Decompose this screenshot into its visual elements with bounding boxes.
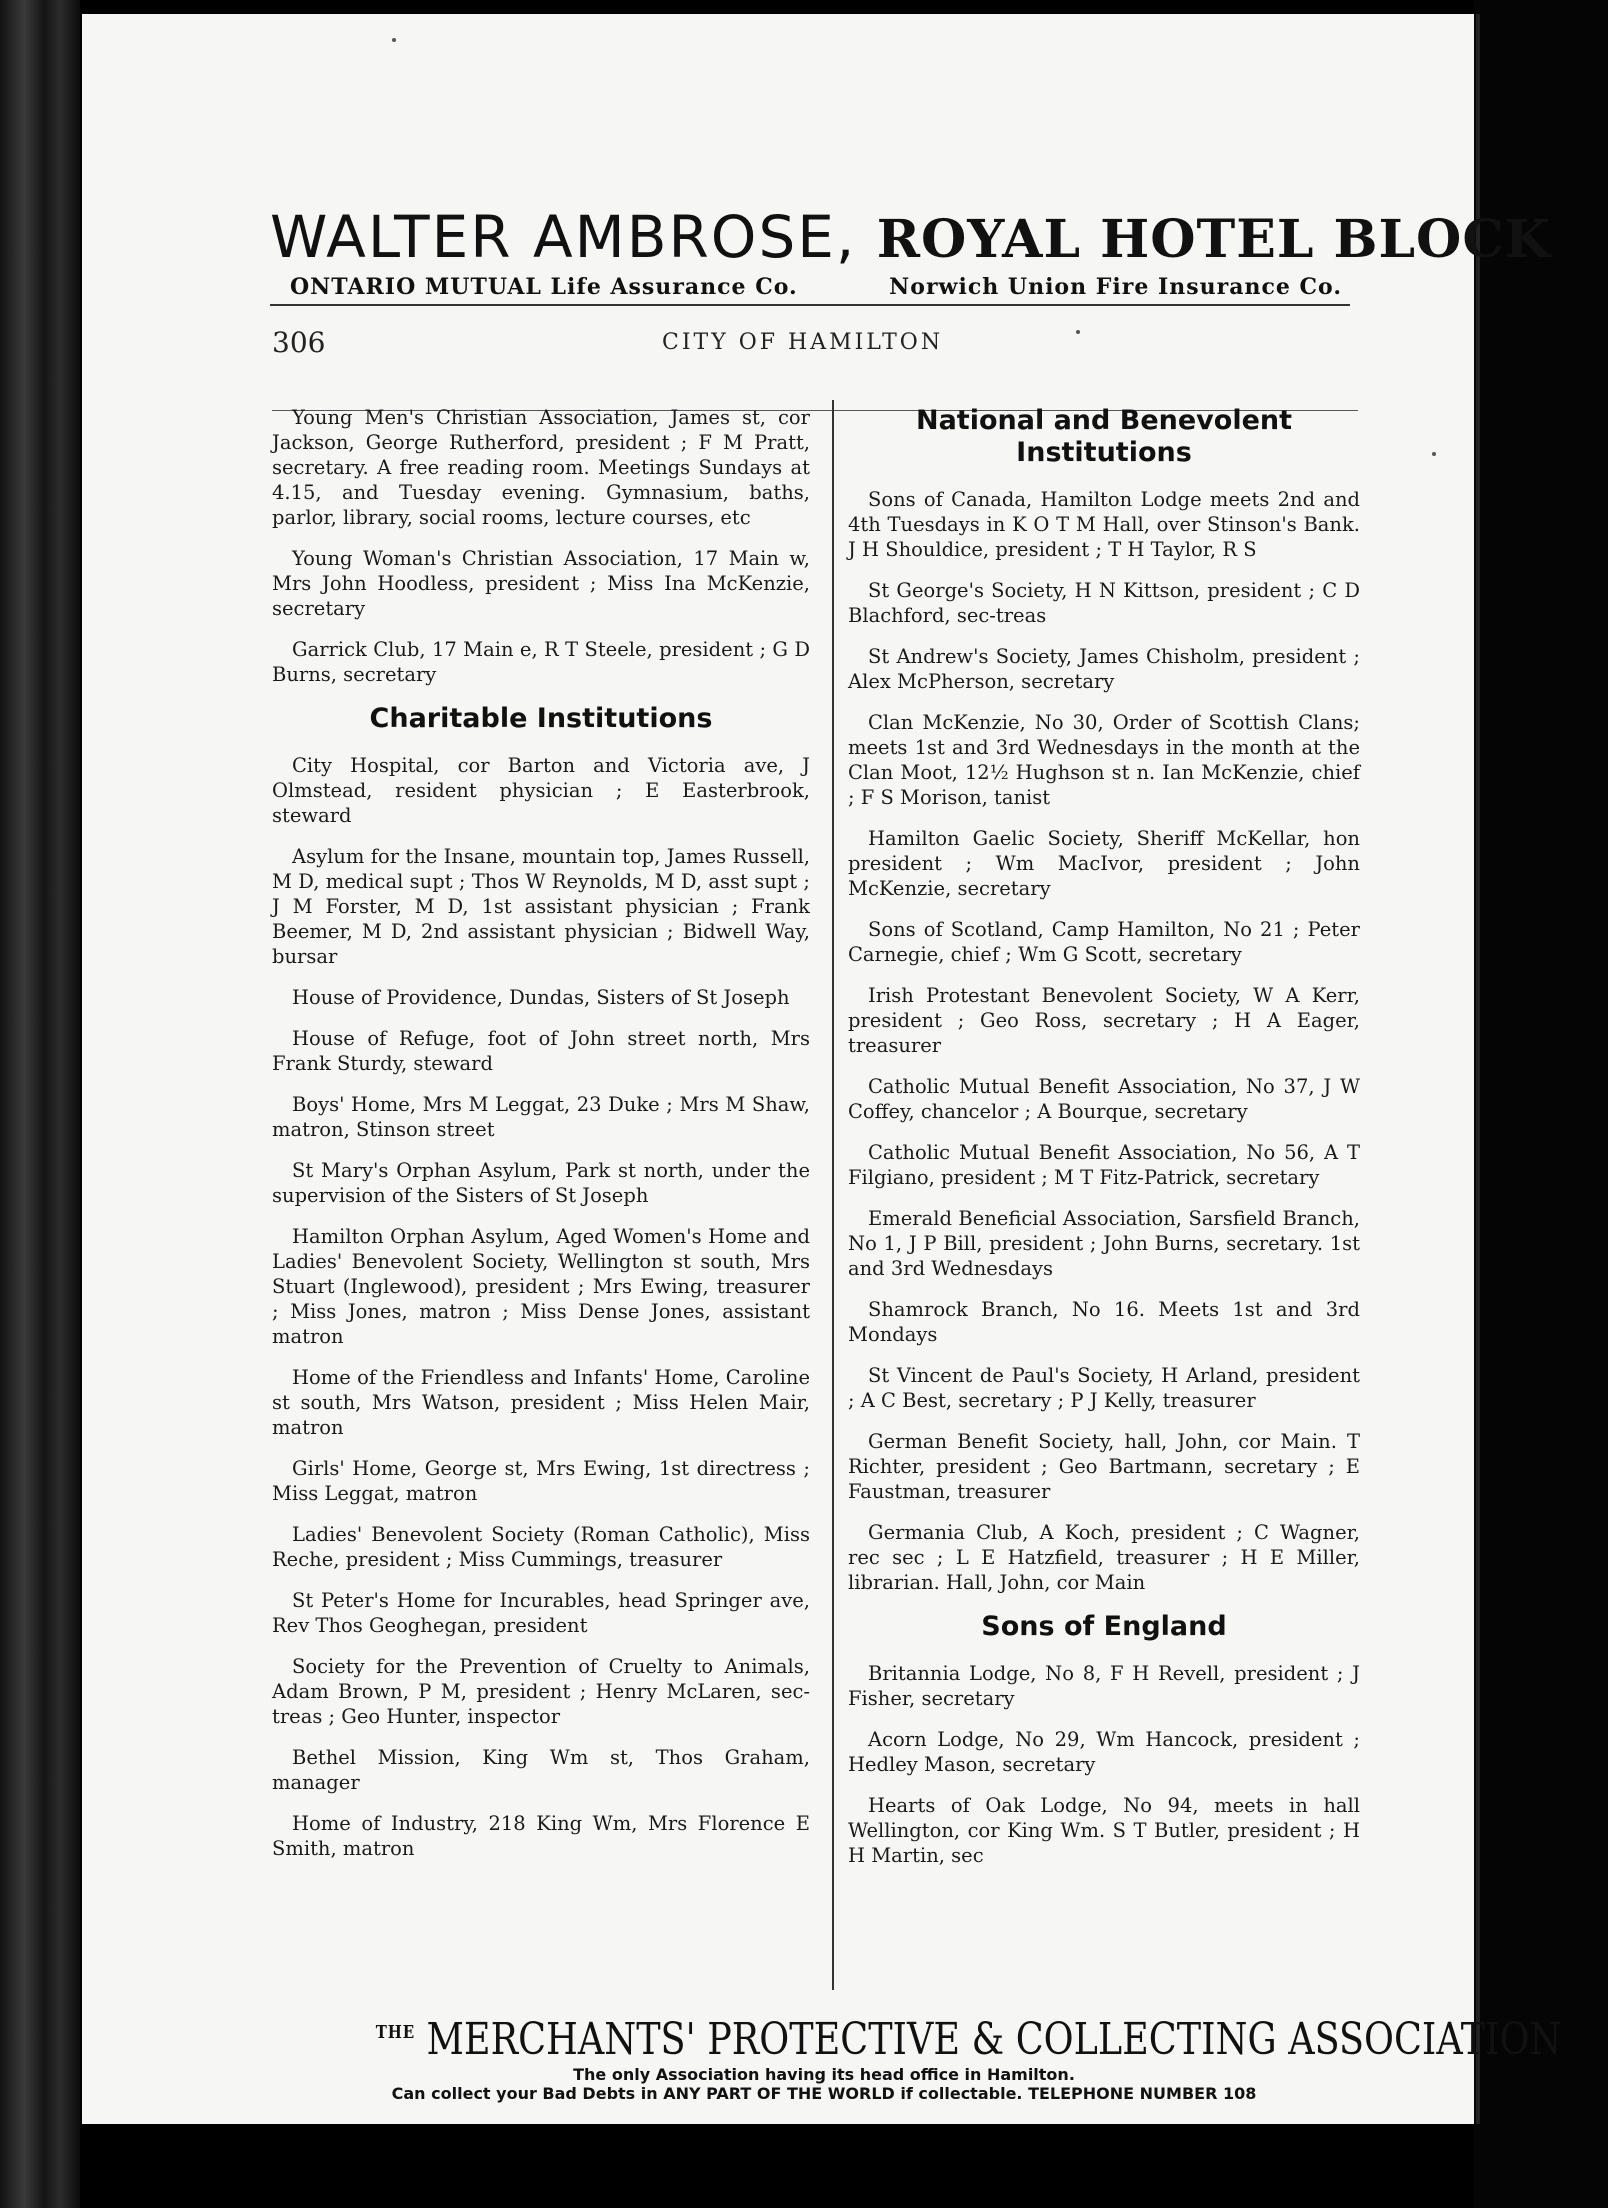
list-item: St Andrew's Society, James Chisholm, president ; Alex McPherson, secretary (848, 645, 1360, 693)
list-item: Catholic Mutual Benefit Association, No 37, J W Coffey, chancelor ; A Bourque, secretary (848, 1075, 1360, 1123)
list-item: Girls' Home, George st, Mrs Ewing, 1st directress ; Miss Leggat, matron (272, 1457, 810, 1505)
insurer-left: ONTARIO MUTUAL Life Assurance Co. (290, 274, 798, 300)
list-item: Home of the Friendless and Infants' Home, Caroline st south, Mrs Watson, president ; Miss Helen Mair, matron (272, 1366, 810, 1439)
advert-rule (270, 304, 1350, 306)
list-item: Sons of Scotland, Camp Hamilton, No 21 ; Peter Carnegie, chief ; Wm G Scott, secretary (848, 918, 1360, 966)
list-item: Young Men's Christian Association, James st, cor Jackson, George Rutherford, president ; F M Pratt, secretary. A free reading room. Meetings Sundays at 4.15, and Tuesday evening. Gymnasium, baths, parlor, library, social rooms, lecture courses, etc (272, 406, 810, 529)
list-item: Emerald Beneficial Association, Sarsfield Branch, No 1, J P Bill, president ; John Burns, secretary. 1st and 3rd Wednesdays (848, 1207, 1360, 1280)
list-item: Sons of Canada, Hamilton Lodge meets 2nd and 4th Tuesdays in K O T M Hall, over Stinson's Bank. J H Shouldice, president ; T H Taylor, R S (848, 488, 1360, 561)
advert-the: THE (375, 2022, 415, 2043)
list-item: Catholic Mutual Benefit Association, No 56, A T Filgiano, president ; M T Fitz-Patrick, secretary (848, 1141, 1360, 1189)
list-item: St Peter's Home for Incurables, head Springer ave, Rev Thos Geoghegan, president (272, 1589, 810, 1637)
list-item: Acorn Lodge, No 29, Wm Hancock, president ; Hedley Mason, secretary (848, 1728, 1360, 1776)
right-column (848, 405, 1360, 1884)
ink-speck (1432, 452, 1436, 456)
scan-margin-right (1474, 0, 1608, 2208)
list-item: St Vincent de Paul's Society, H Arland, president ; A C Best, secretary ; P J Kelly, treasurer (848, 1364, 1360, 1412)
advert-location: ROYAL HOTEL BLOCK (876, 209, 1551, 270)
advert-tagline: The only Association having its head office in Hamilton. (573, 2065, 1075, 2084)
list-item: Garrick Club, 17 Main e, R T Steele, president ; G D Burns, secretary (272, 638, 810, 686)
list-item: St Mary's Orphan Asylum, Park st north, under the supervision of the Sisters of St Joseph (272, 1159, 810, 1207)
list-item: Society for the Prevention of Cruelty to Animals, Adam Brown, P M, president ; Henry McLaren, sec-treas ; Geo Hunter, inspector (272, 1655, 810, 1728)
list-item: House of Providence, Dundas, Sisters of St Joseph (292, 986, 790, 1009)
list-item: Hearts of Oak Lodge, No 94, meets in hall Wellington, cor King Wm. S T Butler, president ; H H Martin, sec (848, 1794, 1360, 1867)
list-item: Boys' Home, Mrs M Leggat, 23 Duke ; Mrs M Shaw, matron, Stinson street (272, 1093, 810, 1141)
list-item: Germania Club, A Koch, president ; C Wagner, rec sec ; L E Hatzfield, treasurer ; H E Miller, librarian. Hall, John, cor Main (848, 1521, 1360, 1594)
list-item: Hamilton Orphan Asylum, Aged Women's Home and Ladies' Benevolent Society, Wellington st south, Mrs Stuart (Inglewood), president ; Mrs Ewing, treasurer ; Miss Jones, matron ; Miss Dense Jones, assistant matron (272, 1225, 810, 1348)
list-item: Clan McKenzie, No 30, Order of Scottish Clans; meets 1st and 3rd Wednesdays in the month at the Clan Moot, 12½ Hughson st n. Ian McKenzie, chief ; F S Morison, tanist (848, 711, 1360, 809)
list-item: City Hospital, cor Barton and Victoria ave, J Olmstead, resident physician ; E Easterbrook, steward (272, 754, 810, 827)
left-column (272, 405, 810, 1877)
running-head (272, 322, 1352, 366)
advert-bottom (284, 2008, 1562, 2103)
advert-bottom-headline (375, 2008, 1562, 2065)
ink-speck (392, 38, 396, 42)
list-item: House of Refuge, foot of John street north, Mrs Frank Sturdy, steward (272, 1027, 810, 1075)
list-item: Irish Protestant Benevolent Society, W A Kerr, president ; Geo Ross, secretary ; H A Eager, treasurer (848, 984, 1360, 1057)
section-heading-charitable: Charitable Institutions (369, 703, 713, 734)
list-item: German Benefit Society, hall, John, cor Main. T Richter, president ; Geo Bartmann, secretary ; E Faustman, treasurer (848, 1430, 1360, 1503)
list-item: Britannia Lodge, No 8, F H Revell, president ; J Fisher, secretary (848, 1662, 1360, 1710)
advert-name: WALTER AMBROSE, (270, 203, 857, 271)
column-divider (832, 400, 834, 1990)
advert-association-name: MERCHANTS' PROTECTIVE & COLLECTING ASSOCIATION (426, 2014, 1562, 2065)
advert-top-insurers (270, 274, 1350, 300)
page-edge-line (1476, 14, 1480, 2124)
section-heading-national-benevolent: National and Benevolent Institutions (915, 405, 1293, 468)
list-item: Shamrock Branch, No 16. Meets 1st and 3rd Mondays (848, 1298, 1360, 1346)
list-item: Home of Industry, 218 King Wm, Mrs Florence E Smith, matron (272, 1812, 810, 1860)
page-number: 306 (272, 326, 326, 359)
insurer-right: Norwich Union Fire Insurance Co. (889, 274, 1342, 300)
list-item: Hamilton Gaelic Society, Sheriff McKellar, hon president ; Wm MacIvor, president ; John McKenzie, secretary (848, 827, 1360, 900)
list-item: Asylum for the Insane, mountain top, James Russell, M D, medical supt ; Thos W Reynolds, M D, asst supt ; J M Forster, M D, 1st assistant physician ; Frank Beemer, M D, 2nd assistant physician ; Bidwell Way, bursar (272, 845, 810, 968)
advert-top (270, 203, 1551, 306)
section-heading-sons-of-england: Sons of England (981, 1611, 1227, 1642)
list-item: Ladies' Benevolent Society (Roman Catholic), Miss Reche, president ; Miss Cummings, treasurer (272, 1523, 810, 1571)
running-title: CITY OF HAMILTON (662, 330, 944, 355)
list-item: St George's Society, H N Kittson, president ; C D Blachford, sec-treas (848, 579, 1360, 627)
list-item: Young Woman's Christian Association, 17 Main w, Mrs John Hoodless, president ; Miss Ina McKenzie, secretary (272, 547, 810, 620)
book-spine-edge (0, 0, 80, 2208)
advert-top-headline (270, 203, 1551, 272)
list-item: Bethel Mission, King Wm st, Thos Graham, manager (272, 1746, 810, 1794)
advert-collect-line: Can collect your Bad Debts in ANY PART OF THE WORLD if collectable. TELEPHONE NUMBER 108 (391, 2084, 1257, 2103)
